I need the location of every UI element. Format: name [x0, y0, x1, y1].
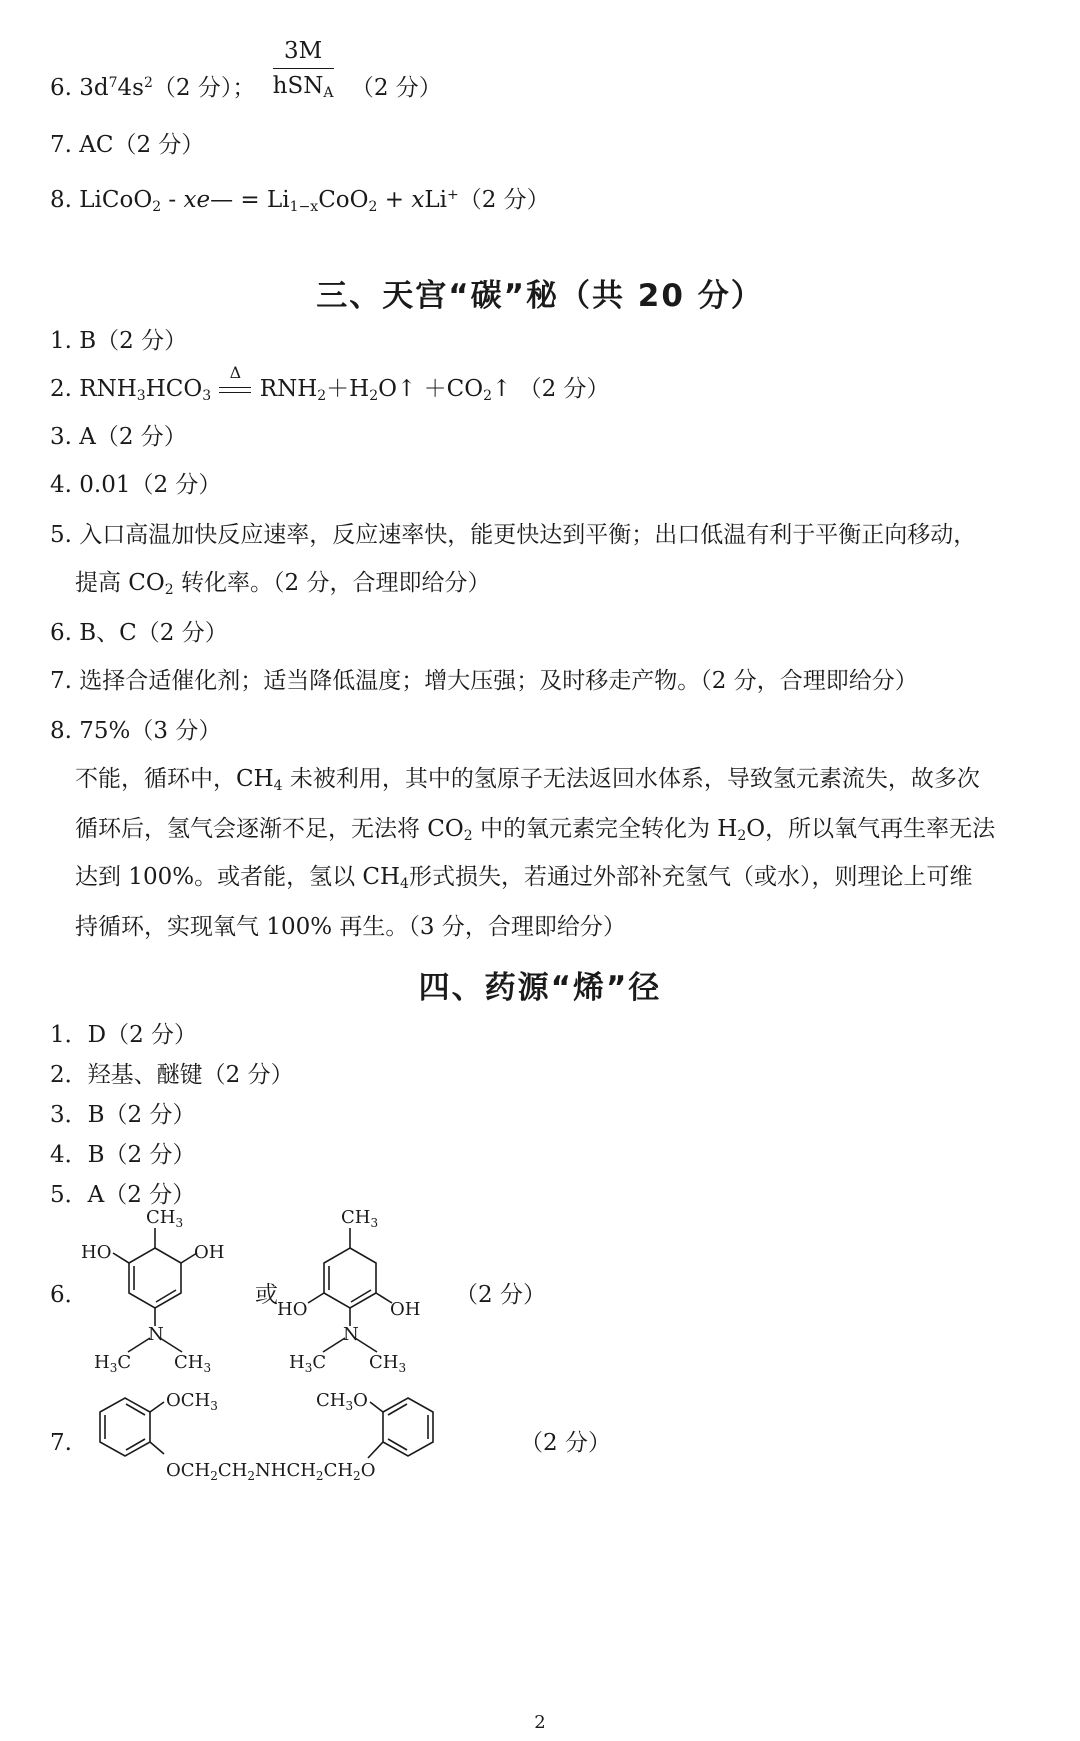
answer-4-6-or: 或: [255, 1282, 278, 1308]
answer-4-7-score: （2 分）: [520, 1430, 611, 1456]
density-fraction: $\frac{3M}{hSN_A}$: [272, 38, 334, 101]
hydroxy-left-label: HO: [277, 1299, 308, 1320]
answer-4-1: 1．D（2 分）: [50, 1022, 198, 1048]
answer-3-8-explanation-2: 循环后，氢气会逐渐不足，无法将 $CO_2$ 中的氧元素完全转化为 $H_2O$，所以氧气再生率无法: [75, 816, 996, 844]
answer-4-4: 4．B（2 分）: [50, 1142, 196, 1168]
answer-3-7: 7. 选择合适催化剂；适当降低温度；增大压强；及时移走产物。（2 分，合理即给分）: [50, 668, 918, 694]
methoxy-left-label: $OCH_3$: [166, 1390, 218, 1413]
answer-4-6-number: 6．: [50, 1282, 88, 1308]
methyl-label: $CH_3$: [146, 1208, 184, 1230]
answer-3-3: 3. A（2 分）: [50, 424, 187, 450]
answer-2-8: 8. LiCoO$_2$ - xe— = $Li_{1-x}CoO_2 + xLi^+(2$ 分）: [50, 187, 550, 215]
benzene-ring-left: [100, 1398, 150, 1456]
methyl-bottom-left-label: $H_3C$: [94, 1352, 132, 1375]
structure-6b: [270, 1208, 440, 1378]
section-3-title: 三、天宫“碳”秘（共 20 分）: [316, 278, 764, 314]
methyl-bottom-right-label: $CH_3$: [369, 1352, 407, 1375]
linker-chain-label: $OCH_2CH_2NHCH_2CH_2O$: [166, 1460, 376, 1483]
answer-3-2: 2. $RNH_3HCO_3$ Δ $RNH_2+H_2O↑$ $+CO_2↑$ （2 分）: [50, 363, 610, 404]
benzene-ring: [324, 1248, 376, 1308]
answer-3-8: 8. 75%（3 分）: [50, 718, 222, 744]
answer-3-8-explanation-1: 不能，循环中，$CH_4$ 未被利用，其中的氢原子无法返回水体系，导致氢元素流失，故多次: [75, 766, 980, 794]
methyl-bottom-left-label: $H_3C$: [289, 1352, 327, 1375]
section-4-title: 四、药源“烯”径: [418, 970, 662, 1006]
methoxy-right-label: $CH_3O$: [316, 1390, 368, 1413]
answer-3-8-explanation-3: 达到 100%。或者能，氢以 $CH_4$形式损失，若通过外部补充氢气（或水），则理论上可维: [75, 864, 973, 892]
hydroxy-left-label: HO: [81, 1242, 112, 1263]
hydroxy-right-label: OH: [194, 1242, 225, 1263]
answer-2-7: 7. AC（2 分）: [50, 132, 205, 158]
answer-3-6: 6. B、C（2 分）: [50, 620, 228, 646]
hydroxy-right-label: OH: [390, 1299, 421, 1320]
benzene-ring: [129, 1248, 181, 1308]
answer-3-5-line2: 提高 $CO_2$ 转化率。（2 分，合理即给分）: [75, 570, 491, 598]
structure-7: [80, 1380, 480, 1500]
nitrogen-label: N: [148, 1324, 164, 1345]
answer-2-6: 6. $3d^74s^2(2$ 分）； $\frac{3M}{hSN_A}$ （2 分）: [50, 68, 442, 108]
answer-3-4: 4. 0.01（2 分）: [50, 472, 222, 498]
methyl-bottom-right-label: $CH_3$: [174, 1352, 212, 1375]
answer-4-7-number: 7.: [50, 1430, 72, 1456]
methyl-label: $CH_3$: [341, 1208, 379, 1230]
answer-4-3: 3．B（2 分）: [50, 1102, 196, 1128]
heating-equals-sign: Δ: [218, 374, 252, 404]
page-number: 2: [534, 1712, 546, 1733]
answer-4-6-score: （2 分）: [455, 1282, 546, 1308]
answer-3-1: 1. B（2 分）: [50, 328, 188, 354]
benzene-ring-right: [383, 1398, 433, 1456]
nitrogen-label: N: [343, 1324, 359, 1345]
answer-4-2: 2．羟基、醚键（2 分）: [50, 1062, 294, 1088]
answer-3-8-explanation-4: 持循环，实现氧气 100% 再生。（3 分，合理即给分）: [75, 914, 626, 940]
answer-4-5: 5．A（2 分）: [50, 1182, 196, 1208]
answer-3-5-line1: 5. 入口高温加快反应速率，反应速率快，能更快达到平衡；出口低温有利于平衡正向移动，: [50, 522, 977, 548]
structure-6a: [80, 1208, 240, 1378]
